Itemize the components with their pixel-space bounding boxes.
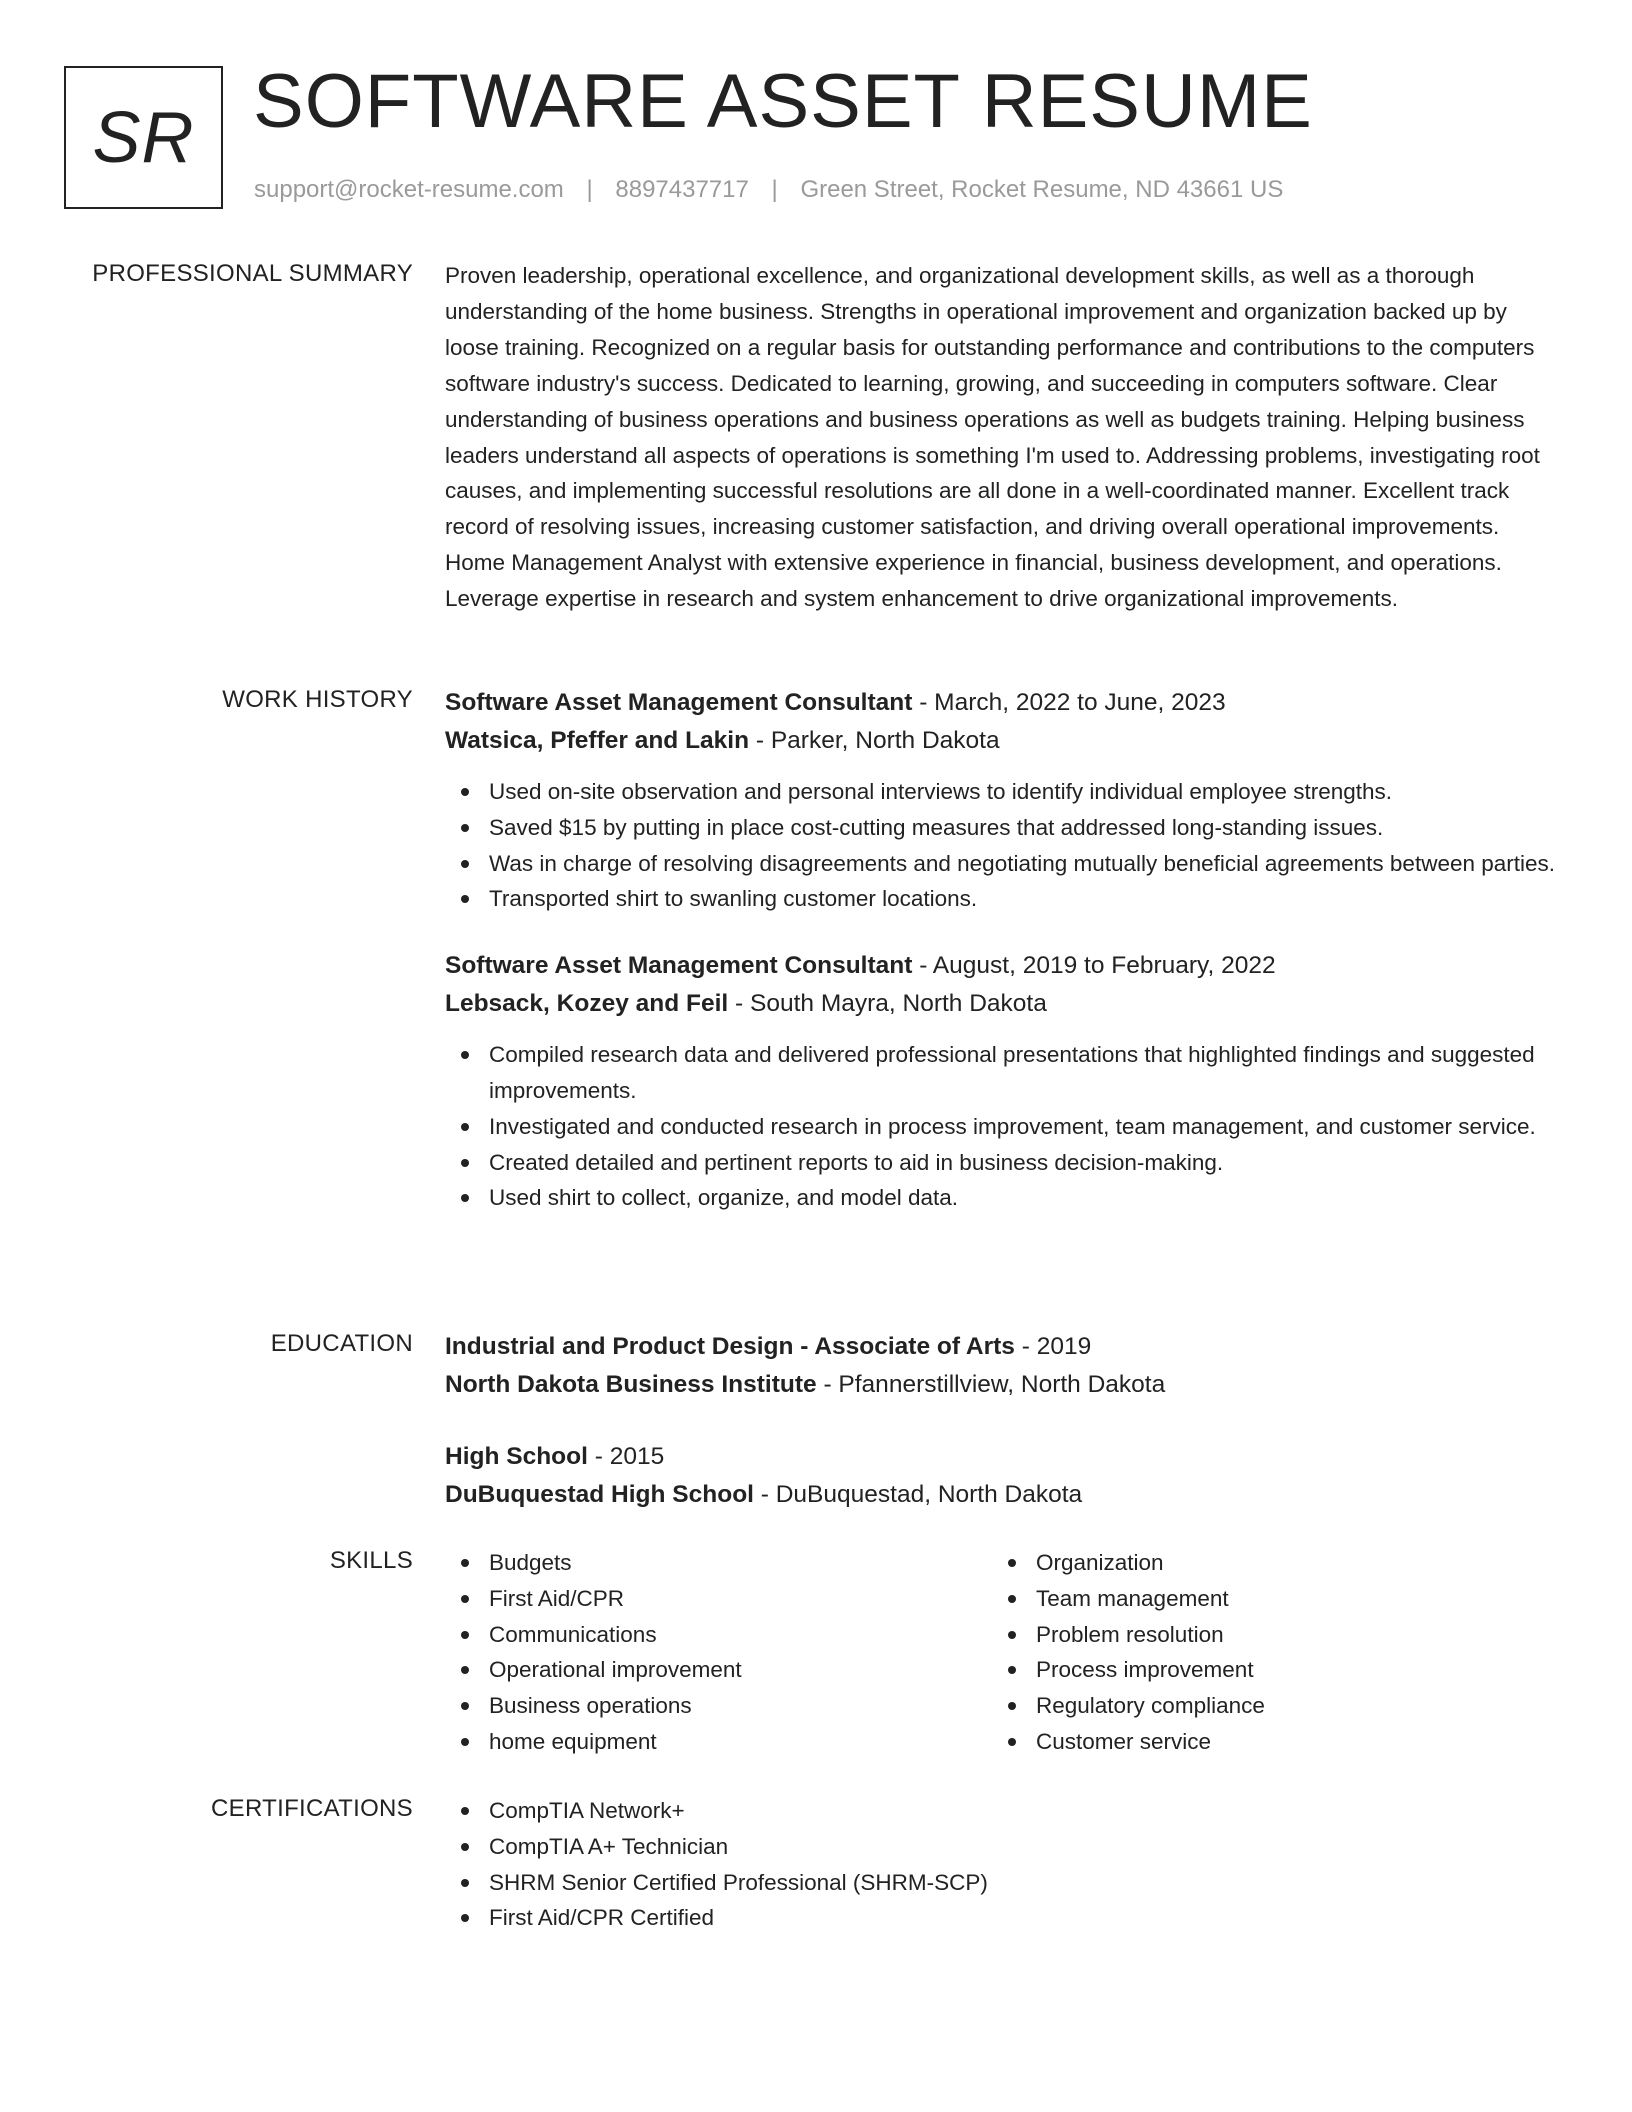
job-duties-list — [445, 774, 1560, 917]
skill-item: Problem resolution — [992, 1617, 1539, 1653]
job-company-line — [445, 985, 1560, 1023]
education-school: DuBuquestad High School — [445, 1481, 754, 1508]
skills-heading: SKILLS — [329, 1547, 413, 1574]
certification-item: First Aid/CPR Certified — [445, 1900, 1560, 1936]
education-heading: EDUCATION — [270, 1330, 413, 1357]
skill-item: Process improvement — [992, 1652, 1539, 1688]
job-duty: Compiled research data and delivered professional presentations that highlighted findings and suggested improvements. — [445, 1037, 1560, 1109]
job-company: Lebsack, Kozey and Feil — [445, 990, 729, 1018]
education-school-line — [445, 1366, 1560, 1404]
education-degree-line — [445, 1328, 1560, 1366]
education-school-line — [445, 1476, 1560, 1514]
skill-item: Customer service — [992, 1724, 1539, 1760]
job-title: Software Asset Management Consultant — [445, 689, 913, 716]
contact-separator: | — [586, 176, 593, 203]
contact-email: support@rocket-resume.com — [254, 176, 564, 203]
summary-text: Proven leadership, operational excellence, and organizational development skills, as well as a thorough understanding of the home business. Strengths in operational improvement and organization backed up by loose training. Recognized on a regular basis for outstanding performance and contributions to the computers software industry's success. Dedicated to learning, growing, and succeeding in computers software. Clear understanding of business operations and business operations as well as budgets training. Helping business leaders understand all aspects of operations is something I'm used to. Addressing problems, investigating root causes, and implementing successful resolutions are all done in a well-coordinated manner. Excellent track record of resolving issues, increasing customer satisfaction, and driving overall operational improvements. Home Management Analyst with extensive experience in financial, business development, and operations. Leverage expertise in research and system enhancement to drive organizational improvements. — [445, 263, 1540, 612]
skill-item: Budgets — [445, 1545, 992, 1581]
job-title-line — [445, 947, 1560, 985]
job-dates: - August, 2019 to February, 2022 — [912, 952, 1276, 980]
job-duty: Created detailed and pertinent reports to aid in business decision-making. — [445, 1145, 1560, 1181]
skill-item: home equipment — [445, 1724, 992, 1760]
contact-separator: | — [771, 176, 778, 203]
certification-item: CompTIA A+ Technician — [445, 1829, 1560, 1865]
job-duties-list — [445, 1037, 1560, 1216]
skill-item: Organization — [992, 1545, 1539, 1581]
skill-item: Operational improvement — [445, 1652, 992, 1688]
skill-item: First Aid/CPR — [445, 1581, 992, 1617]
job-duty: Saved $15 by putting in place cost-cutting measures that addressed long-standing issues. — [445, 810, 1560, 846]
resume-title: SOFTWARE ASSET RESUME — [253, 59, 1313, 144]
job-entry — [445, 684, 1560, 917]
job-company: Watsica, Pfeffer and Lakin — [445, 727, 750, 754]
education-year: - 2019 — [1014, 1333, 1092, 1360]
contact-address: Green Street, Rocket Resume, ND 43661 US — [800, 176, 1284, 203]
job-duty: Used shirt to collect, organize, and model data. — [445, 1180, 1560, 1216]
education-degree: High School — [445, 1443, 588, 1470]
job-title: Software Asset Management Consultant — [445, 952, 913, 980]
job-company-line — [445, 722, 1560, 760]
monogram-box — [64, 66, 223, 209]
job-duty: Was in charge of resolving disagreements and negotiating mutually beneficial agreements between parties. — [445, 846, 1560, 882]
skill-item: Team management — [992, 1581, 1539, 1617]
work-history-heading: WORK HISTORY — [222, 686, 413, 713]
education-year: - 2015 — [587, 1443, 665, 1470]
monogram-initials: SR — [92, 97, 195, 178]
summary-heading: PROFESSIONAL SUMMARY — [92, 260, 413, 287]
job-entry — [445, 947, 1560, 1216]
education-degree: Industrial and Product Design - Associate of Arts — [445, 1333, 1015, 1360]
skills-list-left — [445, 1545, 992, 1760]
job-title-line — [445, 684, 1560, 722]
job-location: - South Mayra, North Dakota — [728, 990, 1047, 1018]
work-history-body — [445, 684, 1560, 1216]
certification-item: SHRM Senior Certified Professional (SHRM-SCP) — [445, 1865, 1560, 1901]
job-location: - Parker, North Dakota — [749, 727, 1000, 754]
contact-phone: 8897437717 — [615, 176, 749, 203]
education-location: - DuBuquestad, North Dakota — [753, 1481, 1083, 1508]
job-duty: Transported shirt to swanling customer locations. — [445, 881, 1560, 917]
education-degree-line — [445, 1438, 1560, 1476]
skill-item: Communications — [445, 1617, 992, 1653]
education-entry — [445, 1438, 1560, 1514]
certification-item: CompTIA Network+ — [445, 1793, 1560, 1829]
certifications-list — [445, 1793, 1560, 1936]
education-entry — [445, 1328, 1560, 1404]
job-duty: Used on-site observation and personal interviews to identify individual employee strengths. — [445, 774, 1560, 810]
skills-list-right — [992, 1545, 1539, 1760]
skill-item: Regulatory compliance — [992, 1688, 1539, 1724]
job-duty: Investigated and conducted research in process improvement, team management, and customer service. — [445, 1109, 1560, 1145]
education-school: North Dakota Business Institute — [445, 1371, 817, 1398]
skill-item: Business operations — [445, 1688, 992, 1724]
certifications-body — [445, 1793, 1560, 1936]
skills-columns — [445, 1545, 1560, 1760]
education-location: - Pfannerstillview, North Dakota — [816, 1371, 1166, 1398]
contact-line — [254, 176, 1283, 204]
job-dates: - March, 2022 to June, 2023 — [912, 689, 1226, 716]
certifications-heading: CERTIFICATIONS — [211, 1795, 413, 1822]
education-body — [445, 1328, 1560, 1514]
